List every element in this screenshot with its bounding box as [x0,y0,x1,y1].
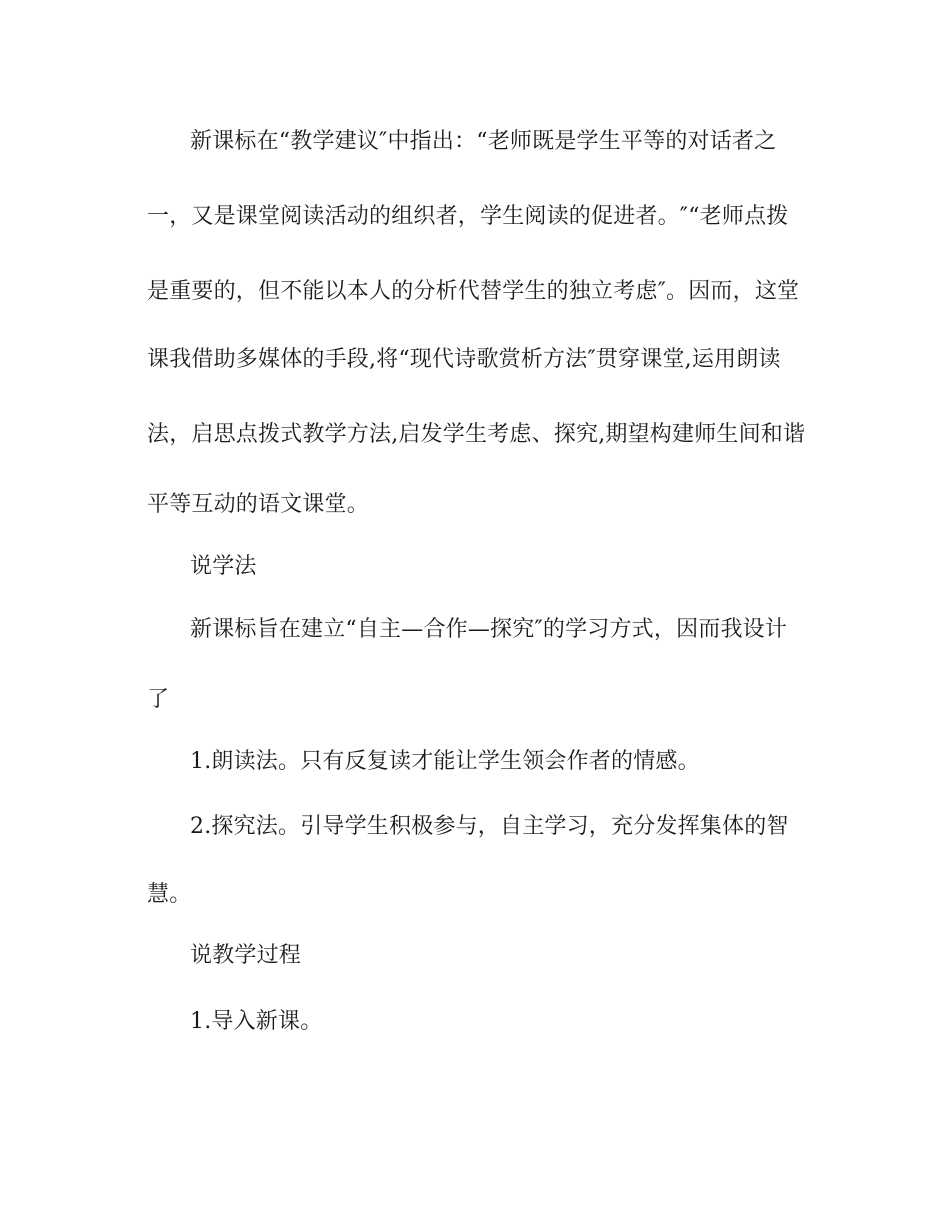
list-item-2-line-1: 2.探究法。引导学生积极参与，自主学习，充分发挥集体的智 [190,814,789,839]
paragraph-1-line-3: 是重要的，但不能以本人的分析代替学生的独立考虑″。因而，这堂 [147,279,800,304]
section-heading-study-method: 说学法 [190,554,257,579]
section-heading-teaching-process: 说教学过程 [190,943,302,968]
paragraph-2-line-2: 了 [147,687,170,712]
paragraph-1-line-5: 法，启思点拨式教学方法,启发学生考虑、探究,期望构建师生间和谐 [147,422,806,447]
paragraph-1-line-2: 一，又是课堂阅读活动的组织者，学生阅读的促进者。″“老师点拨 [147,204,789,229]
paragraph-2-line-1: 新课标旨在建立“自主—合作—探究″的学习方式，因而我设计 [190,617,788,642]
paragraph-1-line-6: 平等互动的语文课堂。 [147,492,370,517]
list-item-1: 1.朗读法。只有反复读才能让学生领会作者的情感。 [190,749,700,774]
list-item-import-lesson: 1.导入新课。 [190,1009,323,1034]
paragraph-1-line-4: 课我借助多媒体的手段,将“现代诗歌赏析方法″贯穿课堂,运用朗读 [147,347,781,372]
list-item-2-line-2: 慧。 [147,882,192,907]
paragraph-1-line-1: 新课标在“教学建议″中指出：“老师既是学生平等的对话者之 [190,129,777,154]
